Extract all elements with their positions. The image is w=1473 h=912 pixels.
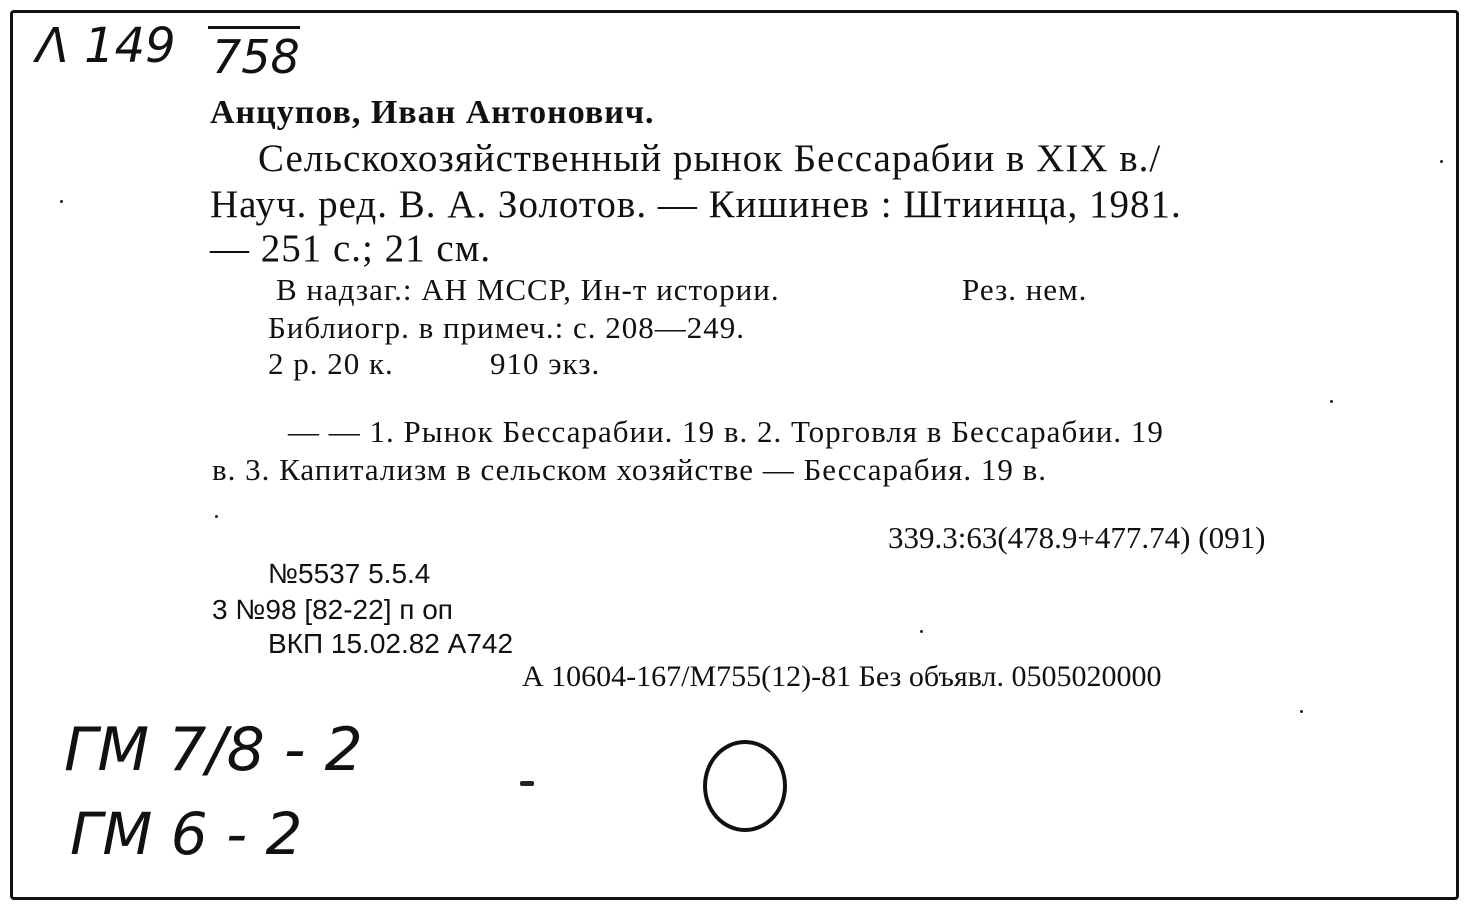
title-line-3: — 251 с.; 21 см. — [210, 227, 492, 270]
id-line-1: №5537 5.5.4 — [268, 558, 431, 589]
id-line-2: 3 №98 [82-22] п оп — [212, 594, 453, 625]
shelf-mark-fraction: 758 — [212, 30, 300, 84]
title-line-2: Науч. ред. В. А. Золотов. — Кишинев : Штиинца, 1981. — [210, 183, 1182, 226]
speck — [1300, 710, 1303, 713]
hand-drawn-circle — [703, 740, 787, 832]
note-line-2: Библиогр. в примеч.: с. 208—249. — [268, 310, 746, 345]
note-line-1: В надзаг.: АН МССР, Ин-т истории. — [276, 272, 780, 307]
subjects-line-1: — — 1. Рынок Бессарабии. 19 в. 2. Торговля в Бессарабии. 19 — [288, 414, 1164, 449]
id-line-4: А 10604-167/М755(12)-81 Без объявл. 0505020000 — [522, 660, 1162, 693]
speck — [920, 630, 923, 633]
gm-note-2: ГМ 6 - 2 — [70, 800, 303, 868]
fraction-bar — [208, 26, 300, 29]
speck — [215, 515, 218, 518]
subjects-line-2: в. 3. Капитализм в сельском хозяйстве — Бессарабия. 19 в. — [212, 452, 1047, 487]
ink-dash — [520, 781, 534, 786]
id-line-3: ВКП 15.02.82 А742 — [268, 628, 514, 659]
price: 2 р. 20 к. — [268, 346, 394, 381]
title-line-1: Сельскохозяйственный рынок Бессарабии в XIX в./ — [258, 137, 1162, 180]
speck — [1440, 160, 1443, 163]
copies: 910 экз. — [490, 346, 601, 381]
speck — [1330, 400, 1333, 403]
shelf-mark: Λ 149 — [36, 18, 176, 74]
author-heading: Анцупов, Иван Антонович. — [210, 94, 655, 131]
gm-note-1: ГМ 7/8 - 2 — [64, 715, 363, 785]
speck — [60, 200, 63, 203]
note-line-1b: Рез. нем. — [962, 272, 1088, 307]
classification-code: 339.3:63(478.9+477.74) (091) — [888, 520, 1266, 555]
